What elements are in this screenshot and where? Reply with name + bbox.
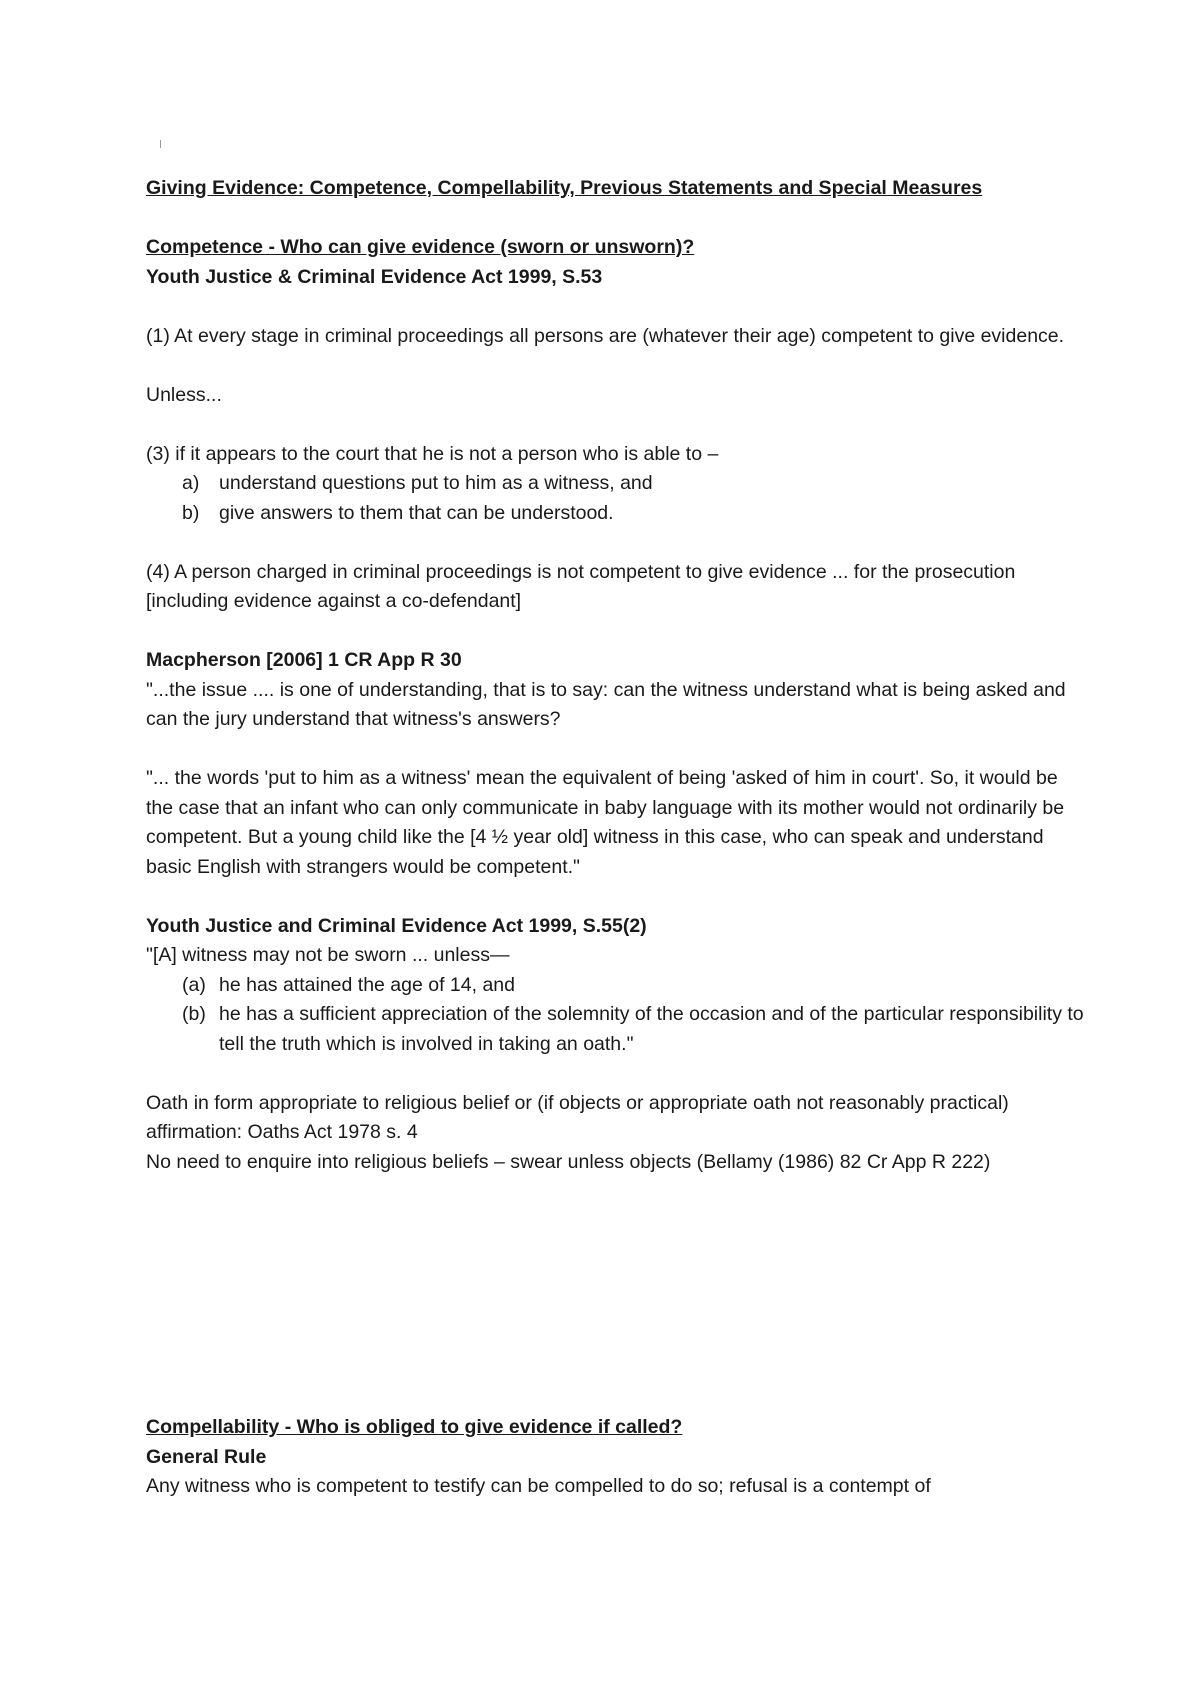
competence-statute: Youth Justice & Criminal Evidence Act 1999, S.53 — [146, 265, 603, 288]
list-item-text: give answers to them that can be understood. — [219, 501, 614, 524]
list-item-label: b) — [182, 501, 200, 524]
list-item-text: he has attained the age of 14, and — [219, 973, 515, 996]
competence-subsection-3: (3) if it appears to the court that he is not a person who is able to – — [146, 442, 719, 465]
macpherson-quote-2: "... the words 'put to him as a witness' mean the equivalent of being 'asked of him in court'. So, it would be the case that an infant who can only communicate in baby language with its mother would not ordinarily be competent. But a young child like the [4 ½ year old] witness in this case, who can speak and understand basic English with strangers would be competent." — [146, 767, 1065, 878]
competence-unless: Unless... — [146, 383, 222, 406]
list-item-label: (b) — [182, 1003, 206, 1025]
macpherson-case: Macpherson [2006] 1 CR App R 30 — [146, 649, 462, 671]
document-body — [146, 174, 1086, 1502]
competence-subsection-1: (1) At every stage in criminal proceedings all persons are (whatever their age) competent to give evidence. — [146, 324, 1065, 347]
list-item-text: understand questions put to him as a witness, and — [219, 472, 653, 494]
list-item-label: (a) — [182, 973, 206, 996]
macpherson-quote-1: "...the issue .... is one of understanding, that is to say: can the witness understand what is being asked and can the jury understand that witness's answers? — [146, 678, 1066, 730]
compellability-heading: Compellability - Who is obliged to give evidence if called? — [146, 1416, 683, 1438]
competence-subsection-4: (4) A person charged in criminal proceedings is not competent to give evidence ... for the prosecution [including evidence against a co-defendant] — [146, 560, 1016, 612]
list-item-text: he has a sufficient appreciation of the solemnity of the occasion and of the particular responsibility to tell the truth which is involved in taking an oath." — [219, 1003, 1084, 1055]
oath-line-2: No need to enquire into religious beliefs – swear unless objects (Bellamy (1986) 82 Cr App R 222) — [146, 1150, 991, 1173]
s55-list — [146, 971, 1086, 1060]
page-mark — [160, 140, 161, 148]
s55-statute: Youth Justice and Criminal Evidence Act 1999, S.55(2) — [146, 914, 647, 937]
list-item — [146, 469, 1086, 499]
oath-line-1: Oath in form appropriate to religious belief or (if objects or appropriate oath not reasonably practical) affirmation: Oaths Act 1978 s. 4 — [146, 1091, 1009, 1143]
compellability-subheading: General Rule — [146, 1445, 267, 1468]
list-item — [146, 499, 1086, 529]
competence-heading: Competence - Who can give evidence (sworn or unsworn)? — [146, 236, 695, 258]
list-item — [146, 971, 1086, 1001]
document-title: Giving Evidence: Competence, Compellability, Previous Statements and Special Measures — [146, 177, 983, 199]
subsection-3-list — [146, 469, 1086, 528]
s55-intro: "[A] witness may not be sworn ... unless— — [146, 944, 510, 966]
list-item — [146, 1000, 1086, 1059]
compellability-text: Any witness who is competent to testify can be compelled to do so; refusal is a contempt of — [146, 1475, 931, 1497]
list-item-label: a) — [182, 472, 200, 494]
